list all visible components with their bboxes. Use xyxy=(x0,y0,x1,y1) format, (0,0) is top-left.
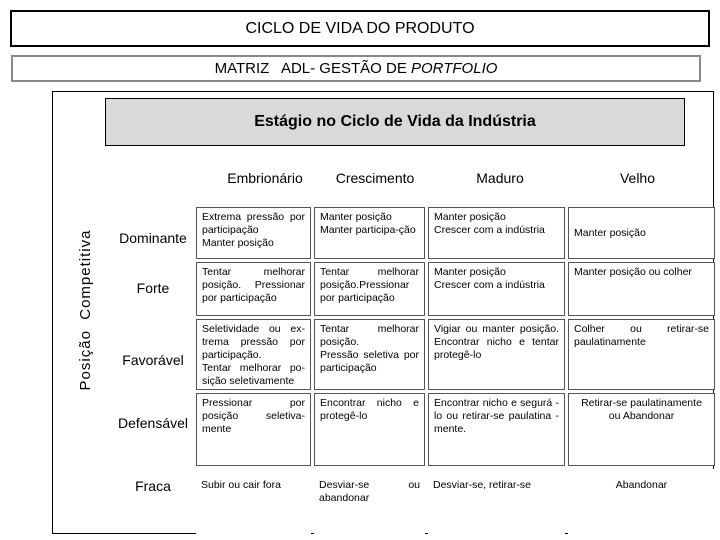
cell-dominante-velho: Manter posição xyxy=(568,207,715,259)
cell-defensavel-embrionario: Pressionar por posição seletiva-mente xyxy=(196,393,311,466)
column-header-crescimento xyxy=(320,170,430,186)
vertical-axis-label xyxy=(70,190,100,430)
cell-favoravel-velho: Colher ou retirar-se paulatinamente xyxy=(568,319,715,390)
cell-forte-velho: Manter posição ou colher xyxy=(568,262,715,316)
row-label-forte xyxy=(112,280,194,296)
row-label-dominante xyxy=(112,230,194,246)
subtitle-italic: PORTFOLIO xyxy=(411,60,498,77)
column-header-label: Velho xyxy=(619,170,656,186)
subtitle-prefix: MATRIZ ADL- GESTÃO DE xyxy=(214,60,411,77)
row-label-text: Favorável xyxy=(122,352,184,368)
cell-fraca-velho: Abandonar xyxy=(568,469,715,538)
cell-favoravel-maduro: Vigiar ou manter posição. Encontrar nicho e tentar protegê-lo xyxy=(428,319,565,390)
row-label-text: Defensável xyxy=(117,415,189,431)
cell-fraca-crescimento: Desviar-se ou abandonar xyxy=(314,469,425,538)
row-label-fraca xyxy=(112,478,194,494)
cell-fraca-embrionario: Subir ou cair fora xyxy=(196,469,311,538)
cell-favoravel-crescimento: Tentar melhorar posição. Pressão seletiva por participação xyxy=(314,319,425,390)
vertical-axis-label-text: Posição Competitiva xyxy=(76,229,94,391)
row-label-defensavel xyxy=(112,415,194,431)
row-label-text: Dominante xyxy=(119,230,187,246)
row-label-text: Forte xyxy=(136,280,170,296)
axis-header-text: Estágio no Ciclo de Vida da Indústria xyxy=(254,113,536,130)
cell-fraca-maduro: Desviar-se, retirar-se xyxy=(428,469,565,538)
cell-defensavel-velho: Retirar-se paulatinamente ou Abandonar xyxy=(568,393,715,466)
column-header-velho xyxy=(590,170,685,186)
cell-dominante-crescimento: Manter posição Manter participa-ção xyxy=(314,207,425,259)
row-label-favoravel xyxy=(112,352,194,368)
subtitle xyxy=(11,55,701,82)
cell-forte-maduro: Manter posição Crescer com a indústria xyxy=(428,262,565,316)
row-label-text: Fraca xyxy=(135,478,171,494)
column-header-maduro xyxy=(440,170,560,186)
column-header-label: Embrionário xyxy=(227,170,303,186)
cell-dominante-embrionario: Extrema pressão por participação Manter posição xyxy=(196,207,311,259)
column-header-label: Maduro xyxy=(476,170,524,186)
page-title xyxy=(10,10,710,47)
cell-dominante-maduro: Manter posição Crescer com a indústria xyxy=(428,207,565,259)
strategy-grid xyxy=(196,207,709,526)
cell-defensavel-maduro: Encontrar nicho e segurá -lo ou retirar-se paulatina -mente. xyxy=(428,393,565,466)
cell-defensavel-crescimento: Encontrar nicho e protegê-lo xyxy=(314,393,425,466)
cell-forte-crescimento: Tentar melhorar posição.Pressionar por participação xyxy=(314,262,425,316)
cell-forte-embrionario: Tentar melhorar posição. Pressionar por participação xyxy=(196,262,311,316)
cell-favoravel-embrionario: Seletividade ou ex-trema pressão por participação. Tentar melhorar po-sição seletivamente xyxy=(196,319,311,390)
axis-header xyxy=(105,98,685,146)
column-header-embrionario xyxy=(200,170,330,186)
column-header-label: Crescimento xyxy=(335,170,415,186)
page-title-text: CICLO DE VIDA DO PRODUTO xyxy=(245,19,475,37)
